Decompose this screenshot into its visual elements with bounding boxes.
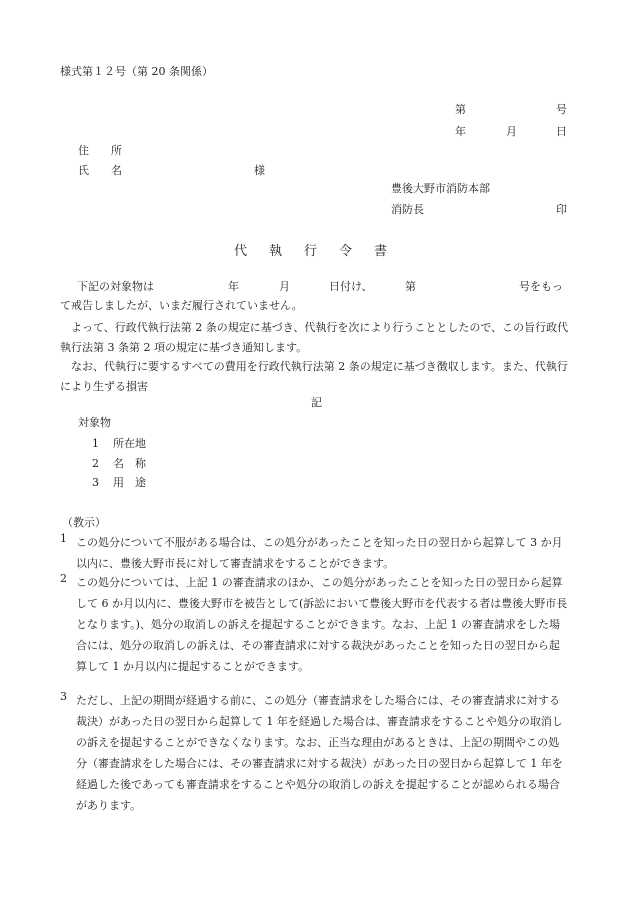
title-char: 代: [234, 244, 248, 259]
body-p1-lead: 下記の対象物は: [77, 280, 154, 293]
title-char: 令: [339, 244, 353, 259]
body-p1-line2: て戒告しましたが、いまだ履行されていません。: [60, 299, 303, 312]
title-char: 書: [374, 244, 388, 259]
target-item-label: 所在地: [113, 437, 146, 450]
body-p1-date: 日付け、: [329, 280, 373, 293]
body-p1-suffix: 号をもっ: [519, 280, 563, 293]
target-item-no: 3: [92, 476, 99, 489]
issuer-org: 豊後大野市消防本部: [391, 182, 490, 195]
target-heading: 対象物: [78, 416, 111, 429]
title-char: 執: [269, 244, 283, 259]
ki-heading: 記: [311, 396, 322, 409]
form-label: 様式第１２号（第 20 条関係）: [60, 65, 213, 78]
number-suffix: 号: [556, 103, 567, 116]
notice-item-no: 2: [60, 572, 67, 585]
notice-item-text: ただし、上記の期間が経過する前に、この処分（審査請求をした場合には、その審査請求に対する裁決）があった日の翌日から起算して 1 年を経過した場合は、審査請求をすることや処分の取消しの訴えを提起することができなくなります。なお、正当な理由があるときは、上記の期間やこの処分（審査請求をした場合には、その審査請求に対する裁決）があった日の翌日から起算して 1 年を経過した後であっても審査請求をすることや処分の取消しの訴えを提起することが認められる場合があります。: [76, 694, 563, 812]
body-p2: よって、行政代執行法第 2 条の規定に基づき、代執行を次により行うこととしたので、この旨行政代執行法第 3 条第 2 項の規定に基づき通知します。: [60, 321, 569, 354]
date-day: 日: [556, 125, 567, 138]
body-p1-month: 月: [279, 280, 290, 293]
body-p3: なお、代執行に要するすべての費用を行政代執行法第 2 条の規定に基づき徴収します。また、代執行により生ずる損害: [60, 360, 568, 393]
title-char: 行: [304, 244, 318, 259]
number-prefix: 第: [455, 103, 466, 116]
target-item-no: 1: [92, 437, 99, 450]
notice-heading: （教示）: [62, 516, 106, 529]
name-label: 氏 名: [78, 164, 122, 177]
issuer-title: 消防長: [391, 203, 424, 216]
notice-item-no: 1: [60, 532, 67, 545]
target-item-label: 用 途: [113, 476, 146, 489]
target-item-label: 名 称: [113, 457, 146, 470]
date-year: 年: [455, 125, 466, 138]
notice-item-no: 3: [60, 690, 67, 703]
notice-item-text: この処分については、上記 1 の審査請求のほか、この処分があったことを知った日の翌日から起算して 6 か月以内に、豊後大野市を被告として(訴訟において豊後大野市を代表する者は豊後大野市長となります。)、処分の取消しの訴えを提起することができます。なお、上記 1 の審査請求をした場合には、処分の取消しの訴えは、その審査請求に対する裁決があったことを知った日の翌日から起算して 1 か月以内に提起することができます。: [76, 576, 568, 673]
body-p1-year: 年: [228, 280, 239, 293]
address-label: 住 所: [78, 144, 122, 157]
body-p1-no: 第: [405, 280, 416, 293]
target-item-no: 2: [92, 457, 99, 470]
honorific: 様: [254, 164, 265, 177]
date-month: 月: [506, 125, 517, 138]
seal-mark: 印: [556, 203, 567, 216]
notice-item-text: この処分について不服がある場合は、この処分があったことを知った日の翌日から起算して 3 か月以内に、豊後大野市長に対して審査請求をすることができます。: [76, 536, 563, 570]
